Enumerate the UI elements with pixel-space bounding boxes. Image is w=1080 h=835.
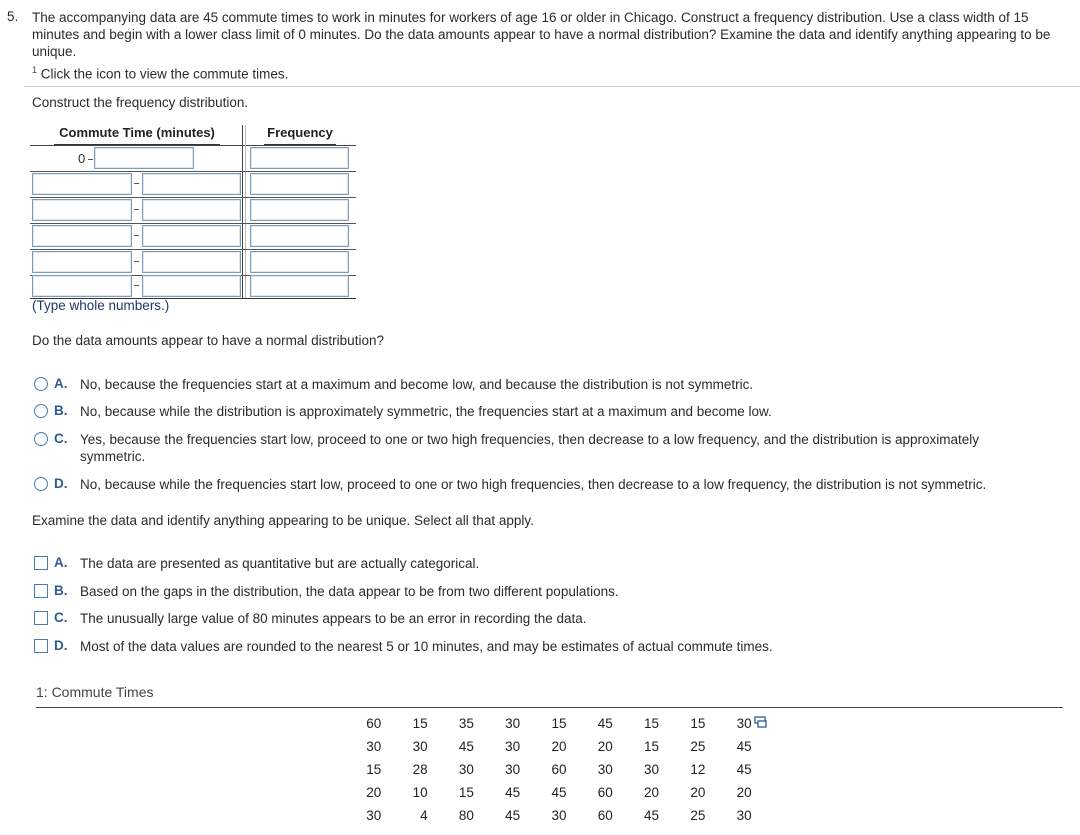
- checkbox-option-a[interactable]: A. The data are presented as quantitative but are actually categorical.: [34, 555, 1044, 572]
- lower-limit-input-4[interactable]: [32, 225, 132, 247]
- commute-times-rule: [36, 707, 1063, 708]
- column-divider: [242, 125, 243, 299]
- table-cell: 15: [690, 716, 706, 731]
- checkbox-option-d[interactable]: D. Most of the data values are rounded to the nearest 5 or 10 minutes, and may be estimates of actual commute times.: [34, 638, 1044, 655]
- table-row: [335, 735, 752, 758]
- normal-dist-question: Do the data amounts appear to have a normal distribution?: [32, 333, 384, 348]
- data-note: [32, 62, 288, 83]
- lower-limit-input-2[interactable]: [32, 173, 132, 195]
- frequency-input-4[interactable]: [250, 225, 349, 247]
- table-cell: 20: [597, 739, 613, 754]
- frequency-input-3[interactable]: [250, 199, 349, 221]
- row-rule: [30, 249, 356, 250]
- table-row: [335, 781, 752, 804]
- radio-option-c[interactable]: C. Yes, because the frequencies start low, proceed to one or two high frequencies, then decrease to a low frequency, and the distribution is approximately symmetric.: [34, 431, 1044, 465]
- table-cell: 45: [736, 762, 752, 777]
- question-prompt: The accompanying data are 45 commute times to work in minutes for workers of age 16 or older in Chicago. Construct a frequency distribution. Use a class width of 15 minutes and begin with a lower class limit of 0 minutes. Do the data amounts appear to have a normal distribution? Examine the data and identify anything appearing to be unique.: [32, 10, 1051, 59]
- table-cell: 20: [644, 785, 660, 800]
- radio-option-a[interactable]: A. No, because the frequencies start at a maximum and become low, and because the distribution is not symmetric.: [34, 376, 1044, 393]
- frequency-input-2[interactable]: [250, 173, 349, 195]
- table-cell: 15: [412, 716, 428, 731]
- radio-button[interactable]: [34, 477, 48, 491]
- question-number: 5.: [7, 9, 19, 24]
- table-cell: 28: [412, 762, 428, 777]
- checkbox[interactable]: [34, 639, 48, 653]
- radio-button[interactable]: [34, 432, 48, 446]
- table-cell: 35: [458, 716, 474, 731]
- table-cell: 30: [551, 808, 567, 823]
- lower-limit-input-6[interactable]: [32, 275, 132, 297]
- table-cell: 30: [736, 716, 752, 731]
- frequency-input-5[interactable]: [250, 251, 349, 273]
- freq-dist-label: Construct the frequency distribution.: [32, 95, 249, 110]
- table-cell: 45: [736, 739, 752, 754]
- lower-limit-input-3[interactable]: [32, 199, 132, 221]
- table-cell: 80: [458, 808, 474, 823]
- radio-option-b[interactable]: B. No, because while the distribution is approximately symmetric, the frequencies start at a maximum and become low.: [34, 403, 1044, 420]
- range-dash: [134, 261, 139, 262]
- table-cell: 25: [690, 808, 706, 823]
- table-cell: 12: [690, 762, 706, 777]
- radio-button[interactable]: [34, 404, 48, 418]
- copy-icon[interactable]: [754, 716, 768, 729]
- table-cell: 45: [644, 808, 660, 823]
- frequency-table: [30, 125, 356, 299]
- table-cell: 15: [366, 762, 382, 777]
- table-cell: 45: [505, 808, 521, 823]
- checkbox[interactable]: [34, 584, 48, 598]
- table-cell: 15: [644, 716, 660, 731]
- data-note-ref[interactable]: 1: [32, 65, 38, 75]
- range-dash: [134, 285, 139, 286]
- row-rule: [30, 171, 356, 172]
- upper-limit-input-1[interactable]: [94, 147, 194, 169]
- row-rule: [30, 197, 356, 198]
- frequency-input-1[interactable]: [250, 147, 349, 169]
- data-note-text: Click the icon to view the commute times.: [40, 66, 289, 82]
- column-divider-secondary: [245, 125, 246, 299]
- range-dash: [134, 209, 139, 210]
- table-cell: 30: [505, 739, 521, 754]
- frequency-input-6[interactable]: [250, 275, 349, 297]
- col-header-commute-time: Commute Time (minutes): [54, 125, 220, 145]
- table-cell: 60: [597, 785, 613, 800]
- table-row: [335, 804, 752, 827]
- checkbox-option-c[interactable]: C. The unusually large value of 80 minutes appears to be an error in recording the data.: [34, 610, 1044, 627]
- table-cell: 60: [366, 716, 382, 731]
- table-cell: 45: [597, 716, 613, 731]
- table-cell: 15: [644, 739, 660, 754]
- table-cell: 30: [505, 762, 521, 777]
- table-cell: 20: [366, 785, 382, 800]
- table-cell: 10: [412, 785, 428, 800]
- table-cell: 30: [366, 808, 382, 823]
- unique-data-question: Examine the data and identify anything appearing to be unique. Select all that apply.: [32, 513, 534, 528]
- commute-times-title: 1: Commute Times: [36, 684, 154, 700]
- range-dash: [134, 235, 139, 236]
- table-cell: 30: [412, 739, 428, 754]
- table-cell: 30: [505, 716, 521, 731]
- upper-limit-input-3[interactable]: [142, 199, 241, 221]
- table-cell: 4: [420, 808, 428, 823]
- table-cell: 20: [736, 785, 752, 800]
- lower-limit-input-5[interactable]: [32, 251, 132, 273]
- table-cell: 30: [366, 739, 382, 754]
- upper-limit-input-4[interactable]: [142, 225, 241, 247]
- table-cell: 15: [551, 716, 567, 731]
- col-header-frequency: Frequency: [264, 125, 336, 145]
- table-cell: 45: [505, 785, 521, 800]
- range-dash: [134, 183, 139, 184]
- table-cell: 30: [644, 762, 660, 777]
- table-cell: 30: [597, 762, 613, 777]
- upper-limit-input-5[interactable]: [142, 251, 241, 273]
- table-row: [335, 712, 752, 735]
- table-cell: 25: [690, 739, 706, 754]
- row-rule: [30, 223, 356, 224]
- first-lower-limit: 0: [78, 151, 86, 166]
- table-cell: 30: [458, 762, 474, 777]
- table-cell: 60: [597, 808, 613, 823]
- table-cell: 20: [690, 785, 706, 800]
- upper-limit-input-2[interactable]: [142, 173, 241, 195]
- table-row: [335, 758, 752, 781]
- checkbox-option-b[interactable]: B. Based on the gaps in the distribution, the data appear to be from two different populations.: [34, 583, 1044, 600]
- range-dash: [88, 159, 93, 160]
- checkbox[interactable]: [34, 611, 48, 625]
- checkbox[interactable]: [34, 556, 48, 570]
- commute-times-table: [335, 712, 752, 827]
- radio-option-d[interactable]: D. No, because while the frequencies start low, proceed to one or two high frequencies, then decrease to a low frequency, the distribution is not symmetric.: [34, 476, 1064, 493]
- table-cell: 15: [458, 785, 474, 800]
- table-cell: 60: [551, 762, 567, 777]
- divider: [24, 86, 1080, 87]
- header-rule: [30, 145, 356, 146]
- table-cell: 45: [551, 785, 567, 800]
- radio-button[interactable]: [34, 377, 48, 391]
- upper-limit-input-6[interactable]: [142, 275, 241, 297]
- table-cell: 20: [551, 739, 567, 754]
- table-cell: 30: [736, 808, 752, 823]
- table-cell: 45: [458, 739, 474, 754]
- input-hint: (Type whole numbers.): [32, 298, 170, 313]
